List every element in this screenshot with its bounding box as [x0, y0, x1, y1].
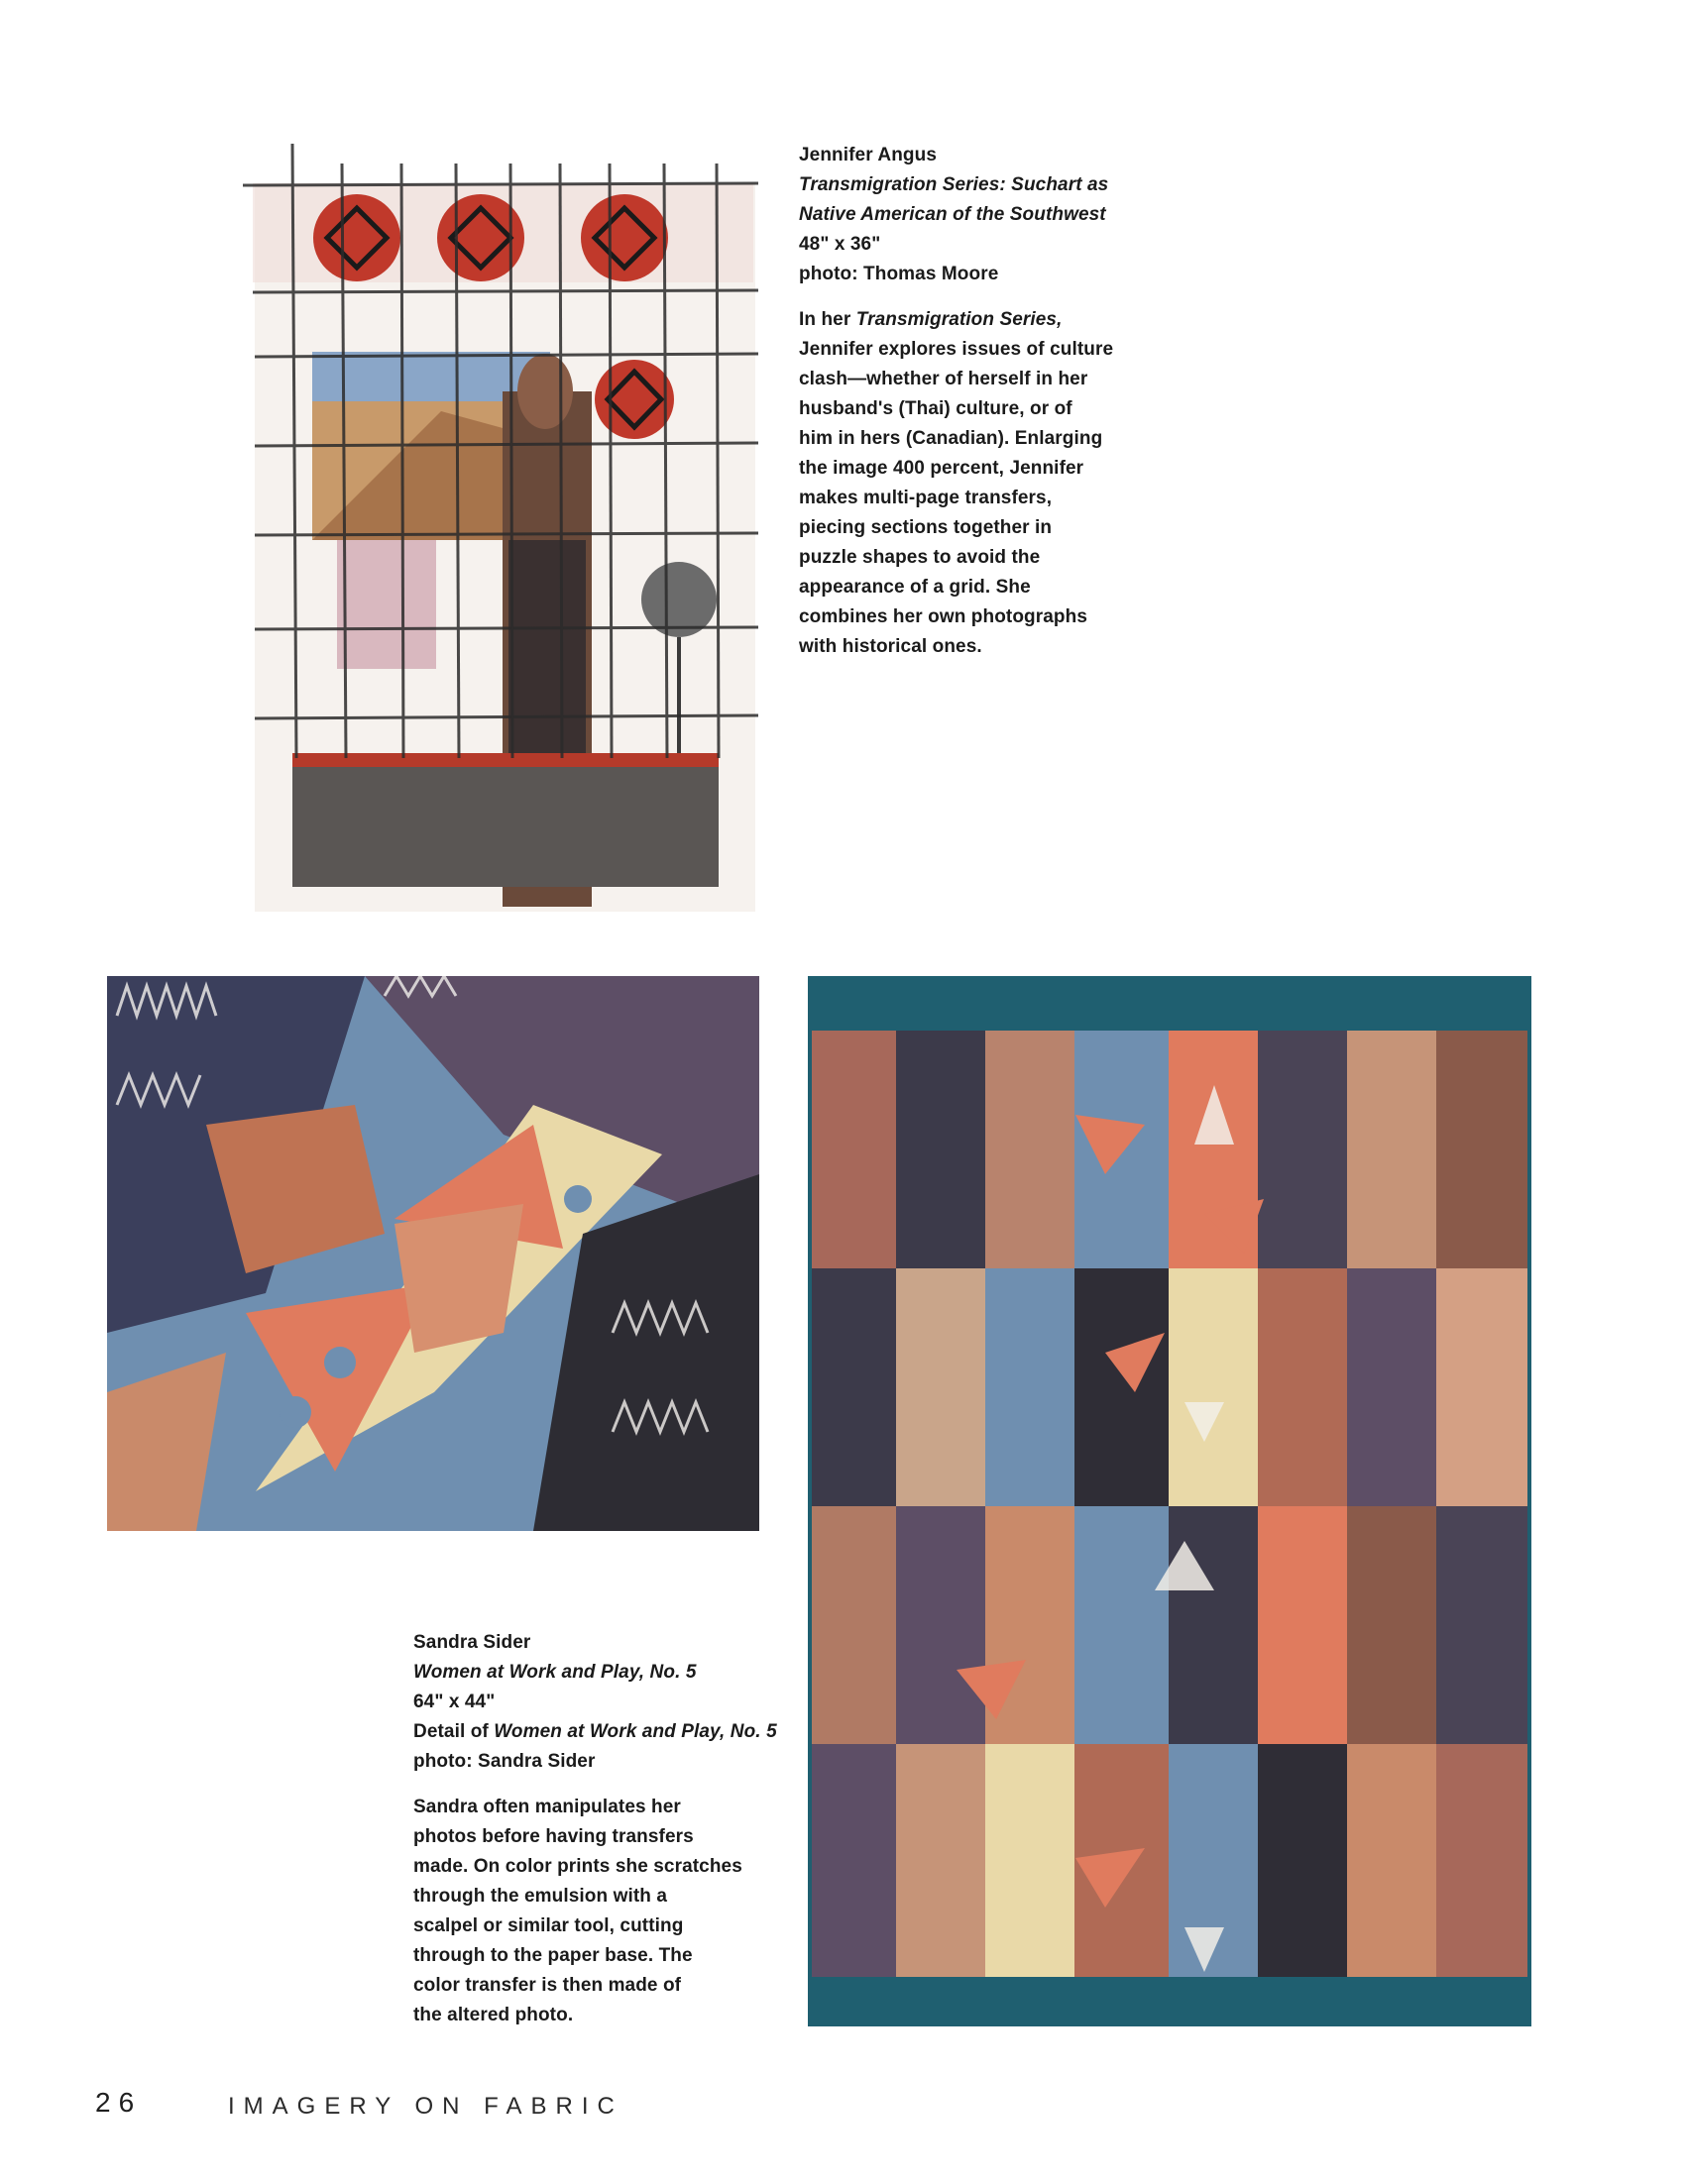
body-line: appearance of a grid. She: [799, 577, 1031, 598]
body-line: piecing sections together in: [799, 517, 1053, 538]
artwork-title: Women at Work and Play, No. 5: [413, 1662, 697, 1683]
body-line: the image 400 percent, Jennifer: [799, 458, 1084, 479]
body-line: him in hers (Canadian). Enlarging: [799, 428, 1103, 449]
detail-title: Women at Work and Play, No. 5: [494, 1721, 777, 1742]
body-line: puzzle shapes to avoid the: [799, 547, 1041, 568]
body-line: through the emulsion with a: [413, 1886, 668, 1907]
caption-jennifer-angus: [799, 141, 1126, 662]
artwork-sandra-sider-detail: [107, 976, 759, 1531]
body-line: husband's (Thai) culture, or of: [799, 398, 1072, 419]
artwork-dimensions: 48" x 36": [799, 234, 881, 255]
artwork-jennifer-angus: [243, 144, 763, 912]
body-line: [799, 305, 1126, 335]
artist-name: Sandra Sider: [413, 1632, 531, 1653]
body-line: through to the paper base. The: [413, 1945, 693, 1966]
body-line: Sandra often manipulates her: [413, 1797, 681, 1817]
body-line: color transfer is then made of: [413, 1975, 682, 1996]
photo-credit: photo: Sandra Sider: [413, 1751, 596, 1772]
artist-name: Jennifer Angus: [799, 145, 937, 165]
body-line: with historical ones.: [799, 636, 982, 657]
body-line: clash—whether of herself in her: [799, 369, 1088, 389]
artwork-dimensions: 64" x 44": [413, 1692, 496, 1712]
artwork-sandra-sider-full: [808, 976, 1531, 2026]
detail-prefix: Detail of: [413, 1721, 495, 1742]
page-number: 26: [95, 2087, 143, 2118]
body-line: Jennifer explores issues of culture: [799, 339, 1114, 360]
photo-credit: photo: Thomas Moore: [799, 264, 999, 284]
body-line: the altered photo.: [413, 2005, 574, 2025]
body-line: photos before having transfers: [413, 1826, 694, 1847]
running-head: IMAGERY ON FABRIC: [228, 2093, 623, 2120]
body-line: combines her own photographs: [799, 606, 1087, 627]
detail-label: [413, 1717, 810, 1747]
body-text: In her: [799, 309, 856, 330]
artwork-title: Transmigration Series: Suchart as: [799, 174, 1109, 195]
artwork-title-cont: Native American of the Southwest: [799, 204, 1106, 225]
body-line: makes multi-page transfers,: [799, 488, 1053, 508]
body-line: scalpel or similar tool, cutting: [413, 1915, 684, 1936]
body-line: made. On color prints she scratches: [413, 1856, 742, 1877]
series-title: Transmigration Series,: [855, 309, 1063, 330]
caption-sandra-sider: [413, 1628, 810, 2030]
